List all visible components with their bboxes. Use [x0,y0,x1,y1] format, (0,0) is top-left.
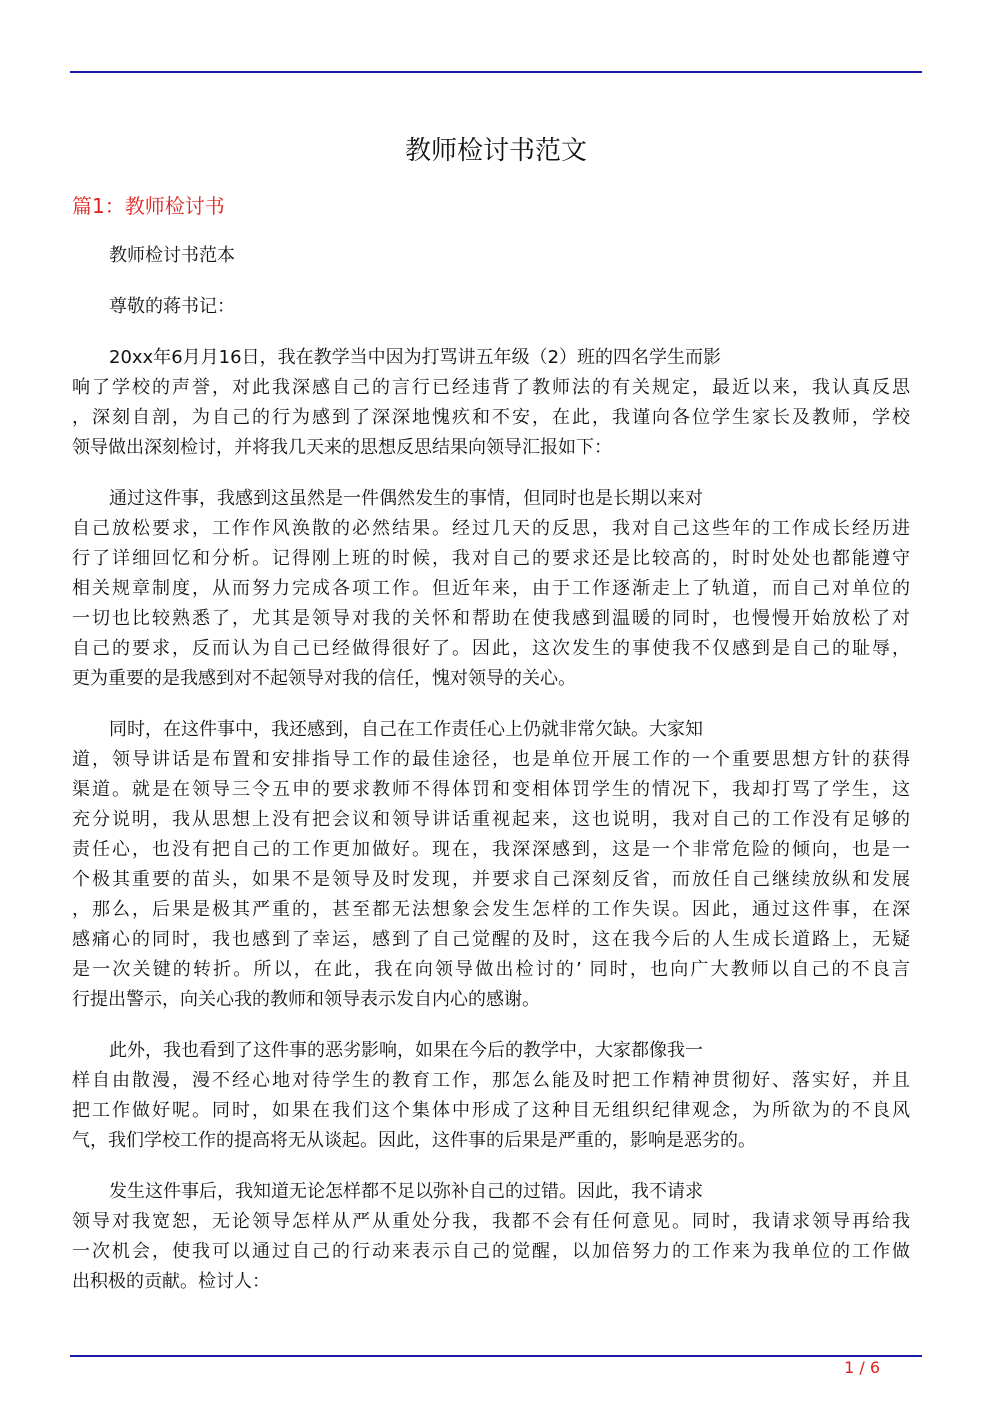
text-line: 此外，我也看到了这件事的恶劣影响，如果在今后的教学中，大家都像我一 [109,1040,703,1061]
text-line: 样自由散漫，漫不经心地对待学生的教育工作，那怎么能及时把工作精神贯彻好、落实好，并且 [72,1070,910,1091]
page-number: 1 / 6 [844,1358,880,1377]
text-line: 同时，在这件事中，我还感到，自己在工作责任心上仍就非常欠缺。大家知 [109,719,703,740]
text-line: 责任心，也没有把自己的工作更加做好。现在，我深深感到，这是一个非常危险的倾向，也是一 [72,839,910,860]
text-line: 自己放松要求，工作作风涣散的必然结果。经过几天的反思，我对自己这些年的工作成长经历进 [72,518,910,539]
paragraph [72,292,910,322]
text-line: ，那么，后果是极其严重的，甚至都无法想象会发生怎样的工作失误。因此，通过这件事，在深 [72,899,910,920]
text-line: 出积极的贡献。检讨人： [72,1271,270,1292]
text-line: 响了学校的声誉，对此我深感自己的言行已经违背了教师法的有关规定，最近以来，我认真反思 [72,377,910,398]
text-line: 充分说明，我从思想上没有把会议和领导讲话重视起来，这也说明，我对自己的工作没有足够的 [72,809,910,830]
text-line: 一切也比较熟悉了，尤其是领导对我的关怀和帮助在使我感到温暖的同时，也慢慢开始放松了对 [72,608,910,629]
paragraph [72,241,910,271]
text-line: 相关规章制度，从而努力完成各项工作。但近年来，由于工作逐渐走上了轨道，而自己对单位的 [72,578,910,599]
text-line: 教师检讨书范本 [109,245,235,266]
text-line: 个极其重要的苗头，如果不是领导及时发现，并要求自己深刻反省，而放任自己继续放纵和发展 [72,869,910,890]
text-line: 行了详细回忆和分析。记得刚上班的时候，我对自己的要求还是比较高的，时时处处也都能遵守 [72,548,910,569]
text-line: 气，我们学校工作的提高将无从谈起。因此，这件事的后果是严重的，影响是恶劣的。 [72,1130,756,1151]
text-line: 一次机会，使我可以通过自己的行动来表示自己的觉醒，以加倍努力的工作来为我单位的工作做 [72,1241,910,1262]
text-line: 领导对我宽恕，无论领导怎样从严从重处分我，我都不会有任何意见。同时，我请求领导再给我 [72,1211,910,1232]
text-line: 发生这件事后，我知道无论怎样都不足以弥补自己的过错。因此，我不请求 [109,1181,703,1202]
text-line: 20xx年6月月16日，我在教学当中因为打骂讲五年级（2）班的四名学生而影 [109,347,722,368]
text-line: 更为重要的是我感到对不起领导对我的信任，愧对领导的关心。 [72,668,576,689]
footer-rule [70,1355,922,1357]
document-body [72,241,910,1318]
header-rule [70,71,922,73]
text-line: 领导做出深刻检讨，并将我几天来的思想反思结果向领导汇报如下： [72,437,612,458]
text-line: 行提出警示，向关心我的教师和领导表示发自内心的感谢。 [72,989,540,1010]
paragraph [72,343,910,463]
paragraph [72,1177,910,1297]
document-title: 教师检讨书范文 [404,136,587,166]
text-line: 渠道。就是在领导三令五申的要求教师不得体罚和变相体罚学生的情况下，我却打骂了学生，这 [72,779,910,800]
paragraph [72,1036,910,1156]
text-line: 是一次关键的转折。所以，在此，我在向领导做出检讨的’ 同时，也向广大教师以自己的不良言 [72,959,910,980]
text-line: 通过这件事，我感到这虽然是一件偶然发生的事情，但同时也是长期以来对 [109,488,703,509]
paragraph [72,484,910,694]
text-line: 尊敬的蒋书记： [109,296,235,317]
text-line: 自己的要求，反而认为自己已经做得很好了。因此，这次发生的事使我不仅感到是自己的耻辱， [72,638,910,659]
section-heading: 篇1：教师检讨书 [72,194,225,218]
text-line: 感痛心的同时，我也感到了幸运，感到了自己觉醒的及时，这在我今后的人生成长道路上，无疑 [72,929,910,950]
text-line: 道，领导讲话是布置和安排指导工作的最佳途径，也是单位开展工作的一个重要思想方针的获得 [72,749,910,770]
text-line: ，深刻自剖，为自己的行为感到了深深地愧疚和不安，在此，我谨向各位学生家长及教师，学校 [72,407,910,428]
text-line: 把工作做好呢。同时，如果在我们这个集体中形成了这种目无组织纪律观念，为所欲为的不良风 [72,1100,910,1121]
paragraph [72,715,910,1015]
